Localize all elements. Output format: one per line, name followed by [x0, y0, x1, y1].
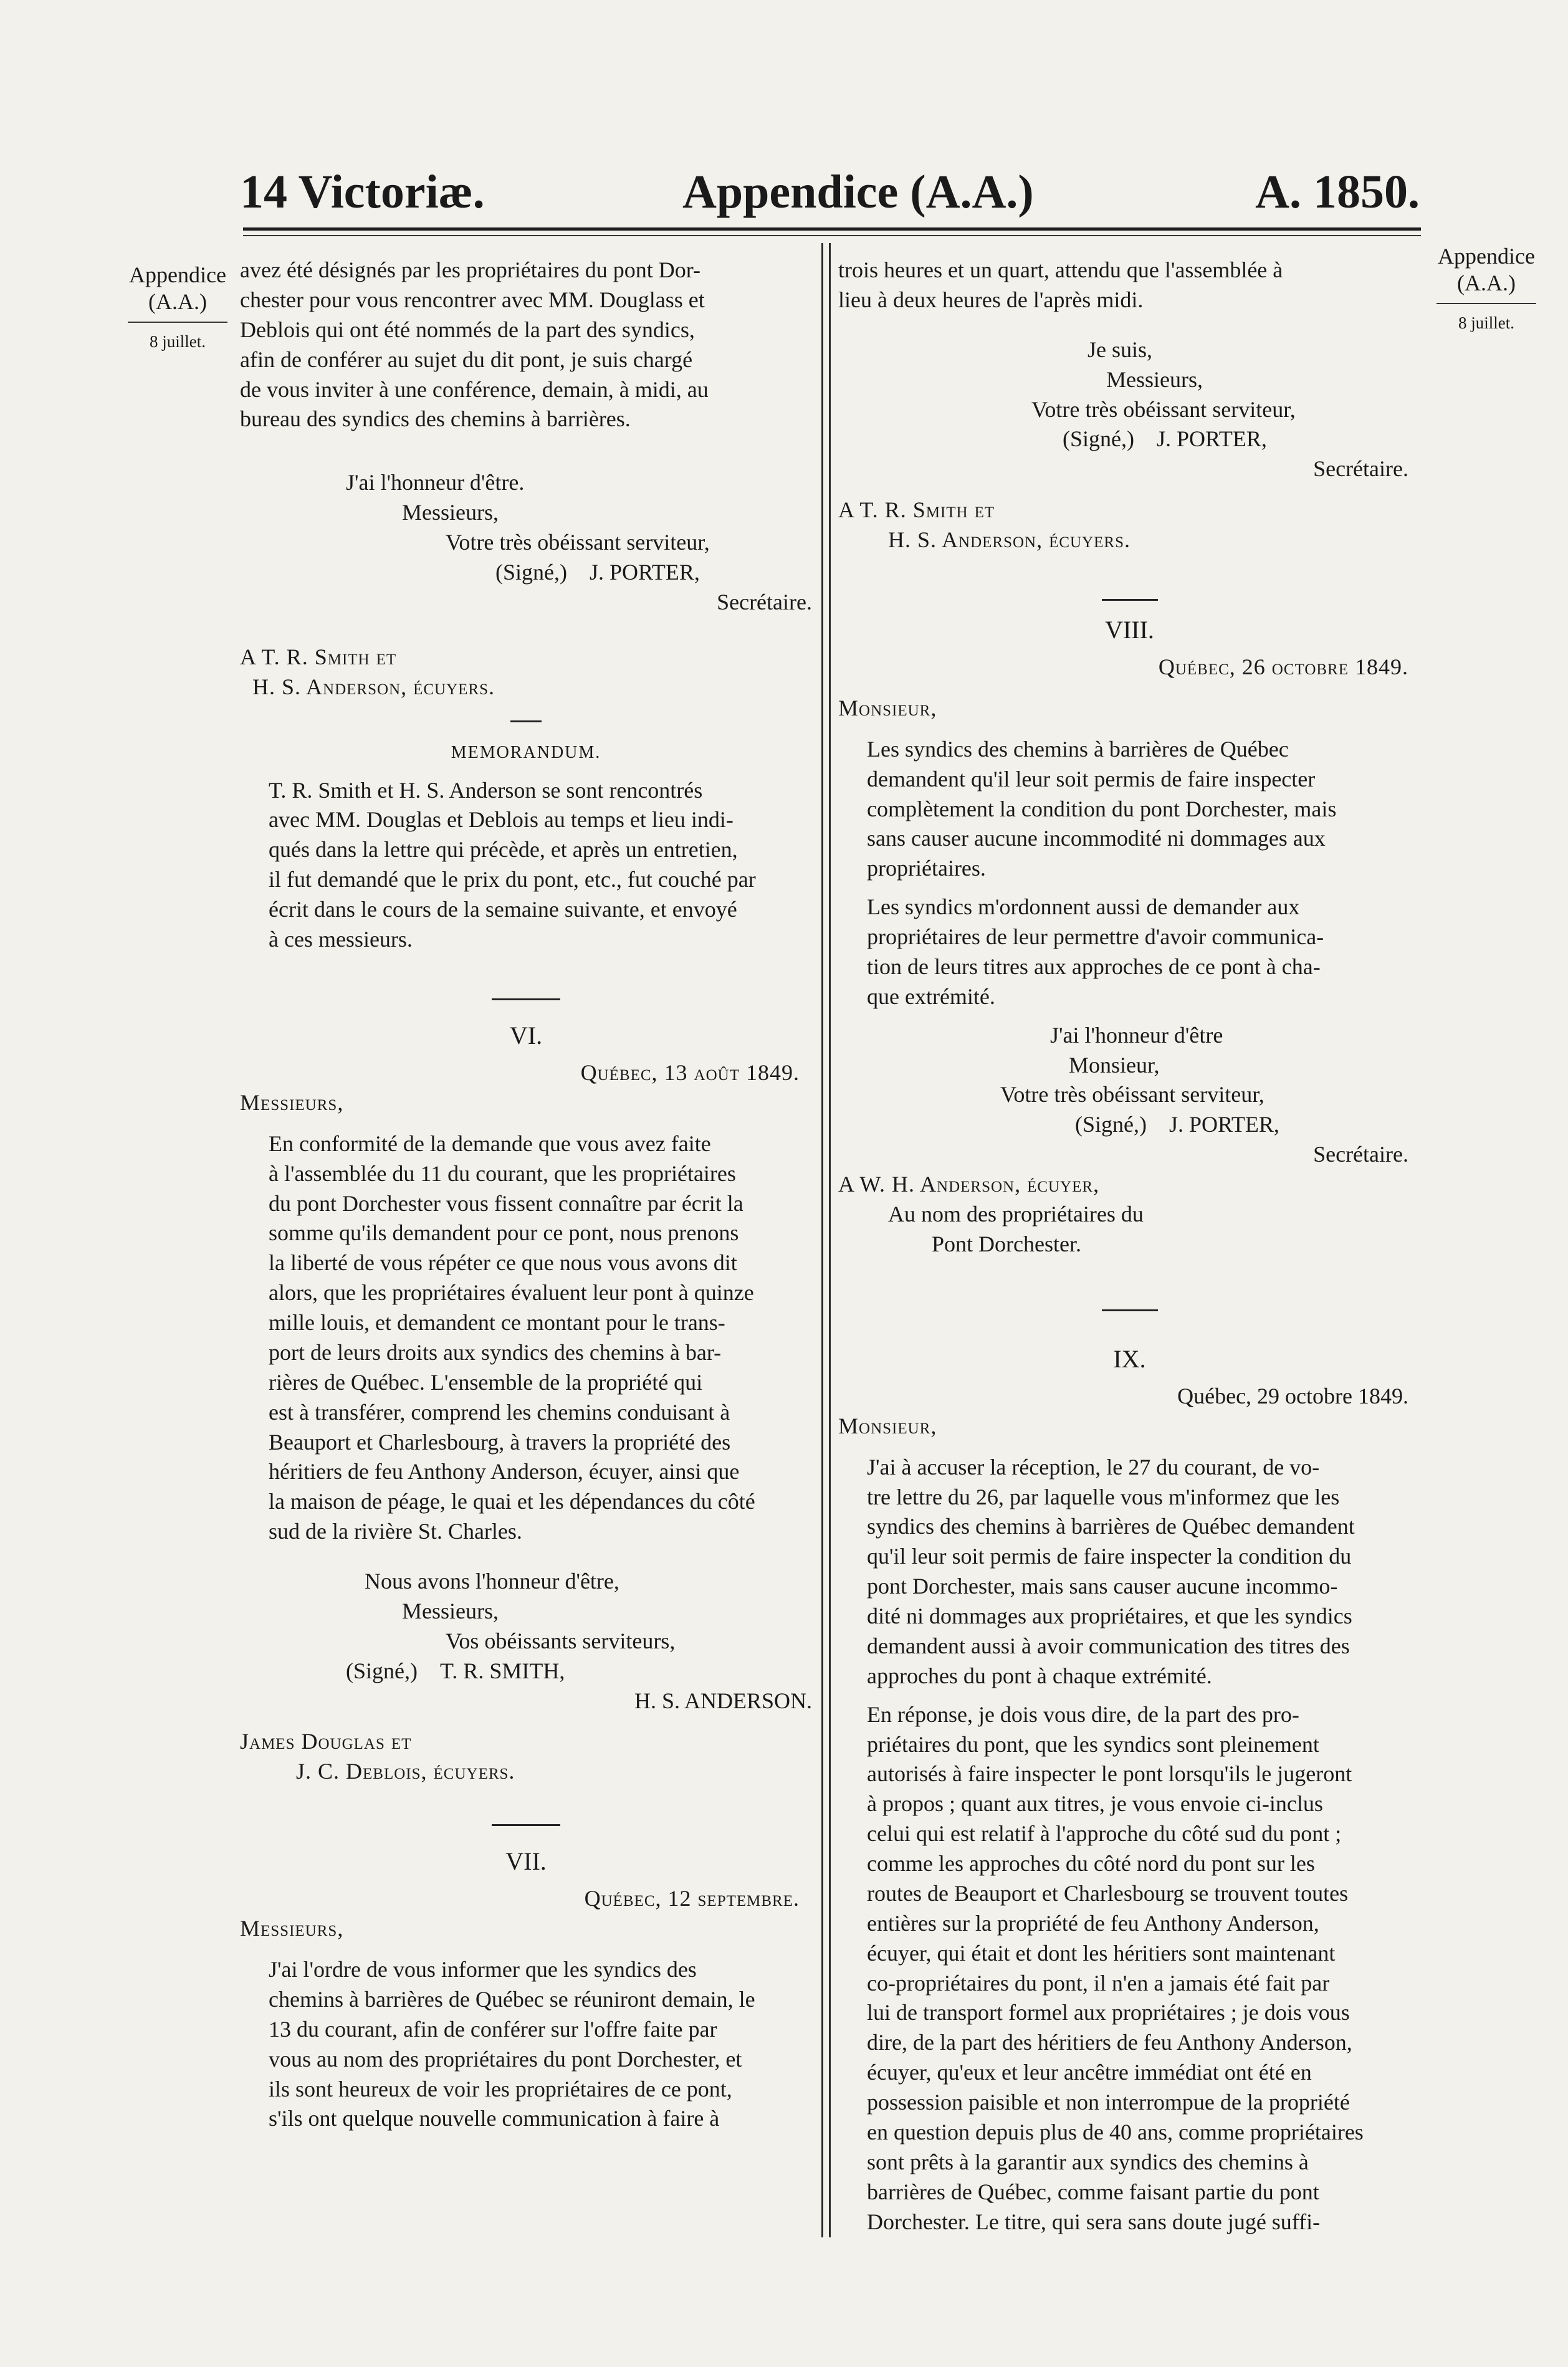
- memorandum-paragraph: [240, 776, 812, 955]
- letter-paragraph: [838, 1700, 1421, 2237]
- text-line: A T. R. Smith et: [240, 644, 397, 669]
- text-line: demandent qu'il leur soit permis de faire inspecter: [867, 766, 1316, 791]
- letter-number: VII.: [505, 1847, 547, 1876]
- text-line: J'ai l'ordre de vous informer que les syndics des: [269, 1957, 697, 1982]
- text-line: qués dans la lettre qui précède, et après un entretien,: [269, 837, 738, 863]
- text-line: J'ai à accuser la réception, le 27 du courant, de vo-: [867, 1454, 1320, 1480]
- text-line: (Signé,): [495, 559, 567, 585]
- signatory: T. R. SMITH,: [439, 1658, 565, 1683]
- header-rule-thick: [243, 227, 1421, 231]
- text-line: sud de la rivière St. Charles.: [269, 1519, 522, 1544]
- text-line: la maison de péage, le quai et les dépendances du côté: [269, 1489, 755, 1514]
- text-line: En réponse, je dois vous dire, de la part des pro-: [867, 1701, 1299, 1727]
- text-line: il fut demandé que le prix du pont, etc., fut couché par: [269, 867, 756, 892]
- addressee-block: [838, 1170, 1421, 1260]
- text-line: Messieurs,: [1106, 366, 1203, 392]
- text-line: écuyer, qu'eux et leur ancêtre immédiat ont été en: [867, 2060, 1312, 2085]
- header-year: A. 1850.: [1255, 166, 1420, 218]
- text-line: est à transférer, comprend les chemins conduisant à: [269, 1399, 730, 1425]
- text-line: tre lettre du 26, par laquelle vous m'informez que les: [867, 1484, 1340, 1509]
- closing-block: [838, 1021, 1421, 1170]
- closing-block: [838, 335, 1421, 484]
- letter-paragraph: [838, 735, 1421, 884]
- text-line: J'ai l'honneur d'être.: [346, 470, 525, 495]
- header-appendix: Appendice (A.A.): [682, 166, 1034, 218]
- margin-aa: (A.A.): [1457, 270, 1516, 296]
- text-line: demandent aussi à avoir communication des titres des: [867, 1633, 1350, 1658]
- text-line: Dorchester. Le titre, qui sera sans doute jugé suffi-: [867, 2209, 1321, 2234]
- margin-date: 8 juillet.: [1458, 313, 1514, 333]
- signatory: J. PORTER,: [1156, 426, 1267, 452]
- text-line: dire, de la part des héritiers de feu Anthony Anderson,: [867, 2030, 1352, 2055]
- text-line: bureau des syndics des chemins à barrières.: [240, 406, 631, 432]
- text-line: autorisés à faire inspecter le pont lorsqu'ils le jugeront: [867, 1761, 1352, 1787]
- column-divider: [821, 243, 823, 2237]
- text-line: J'ai l'honneur d'être: [1050, 1022, 1223, 1048]
- text-line: sans causer aucune incommodité ni dommages aux: [867, 826, 1326, 851]
- text-line: possession paisible et non interrompue de la propriété: [867, 2090, 1350, 2115]
- closing-block: [240, 468, 812, 617]
- text-line: que extrémité.: [867, 983, 995, 1009]
- text-line: dité ni dommages aux propriétaires, et que les syndics: [867, 1604, 1352, 1628]
- salutation: Messieurs,: [240, 1916, 344, 1941]
- text-line: co-propriétaires du pont, il n'en a jamais été fait par: [867, 1970, 1330, 1996]
- text-line: (Signé,): [1063, 426, 1134, 452]
- letter-date: Québec, 12 septembre.: [584, 1886, 800, 1911]
- margin-aa: (A.A.): [148, 289, 207, 315]
- signatory-title: Secrétaire.: [717, 589, 812, 614]
- text-line: Votre très obéissant serviteur,: [446, 530, 710, 555]
- text-line: Beauport et Charlesbourg, à travers la propriété des: [269, 1429, 731, 1455]
- text-line: Vos obéissants serviteurs,: [446, 1628, 676, 1653]
- text-line: trois heures et un quart, attendu que l'assemblée à: [838, 257, 1283, 282]
- text-line: syndics des chemins à barrières de Québec demandent: [867, 1514, 1355, 1539]
- text-line: A W. H. Anderson, écuyer,: [838, 1172, 1100, 1197]
- separator-rule: [510, 720, 542, 722]
- text-line: Votre très obéissant serviteur,: [1031, 396, 1296, 422]
- page-header: [240, 161, 1420, 223]
- text-line: Au nom des propriétaires du: [888, 1201, 1144, 1227]
- salutation: Monsieur,: [838, 1413, 937, 1438]
- text-line: 13 du courant, afin de conférer sur l'offre faite par: [269, 2016, 717, 2042]
- text-line: Les syndics des chemins à barrières de Québec: [867, 736, 1289, 762]
- text-line: alors, que les propriétaires évaluent leur pont à quinze: [269, 1280, 754, 1306]
- right-column: [838, 256, 1421, 2245]
- text-line: ils sont heureux de voir les propriétaires de ce pont,: [269, 2076, 732, 2102]
- signatory-title: Secrétaire.: [1313, 1142, 1408, 1167]
- text-line: H. S. Anderson, écuyers.: [252, 674, 495, 699]
- text-line: T. R. Smith et H. S. Anderson se sont rencontrés: [269, 777, 703, 803]
- text-line: mille louis, et demandent ce montant pour le trans-: [269, 1310, 725, 1336]
- addressee-block: [838, 495, 1421, 555]
- left-column: [240, 256, 812, 2143]
- text-line: en question depuis plus de 40 ans, comme propriétaires: [867, 2119, 1364, 2145]
- text-line: propriétaires de leur permettre d'avoir communica-: [867, 924, 1324, 950]
- text-line: propriétaires.: [867, 856, 986, 881]
- text-line: (Signé,): [1075, 1112, 1147, 1137]
- separator-rule: [1102, 599, 1158, 601]
- letter-paragraph: [838, 892, 1421, 1012]
- letter-paragraph: [240, 1955, 812, 2134]
- header-rule-thin: [243, 235, 1421, 236]
- text-line: à propos ; quant aux titres, je vous envoie ci-inclus: [867, 1791, 1323, 1817]
- text-line: Monsieur,: [1069, 1052, 1160, 1078]
- text-line: complètement la condition du pont Dorchester, mais: [867, 796, 1337, 821]
- text-line: chemins à barrières de Québec se réuniront demain, le: [269, 1986, 755, 2012]
- intro-paragraph: [240, 256, 812, 434]
- text-line: Pont Dorchester.: [932, 1231, 1081, 1256]
- text-line: somme qu'ils demandent pour ce pont, nous prenons: [269, 1220, 739, 1246]
- letter-paragraph: [838, 1453, 1421, 1691]
- signatory: J. PORTER,: [1169, 1112, 1279, 1137]
- separator-rule: [1102, 1309, 1158, 1311]
- text-line: A T. R. Smith et: [838, 497, 995, 523]
- salutation: Monsieur,: [838, 695, 937, 720]
- addressee-block: [240, 1727, 812, 1787]
- text-line: la liberté de vous répéter ce que nous vous avons dit: [269, 1250, 737, 1276]
- margin-appendix: Appendice: [129, 262, 226, 287]
- text-line: comme les approches du côté nord du pont sur les: [867, 1851, 1315, 1876]
- text-line: Messieurs,: [402, 1598, 499, 1623]
- text-line: lui de transport formel aux propriétaires ; je dois vous: [867, 2000, 1350, 2025]
- margin-appendix: Appendice: [1438, 244, 1535, 269]
- text-line: Votre très obéissant serviteur,: [1000, 1082, 1264, 1107]
- margin-date: 8 juillet.: [150, 332, 206, 351]
- text-line: Les syndics m'ordonnent aussi de demander aux: [867, 894, 1300, 920]
- text-line: du pont Dorchester vous fissent connaître par écrit la: [269, 1190, 743, 1216]
- text-line: H. S. Anderson, écuyers.: [888, 527, 1131, 552]
- text-line: entières sur la propriété de feu Anthony Anderson,: [867, 1910, 1319, 1936]
- signatory-title: Secrétaire.: [1313, 456, 1408, 482]
- margin-brace: [1437, 303, 1536, 304]
- text-line: (Signé,): [346, 1658, 418, 1683]
- salutation: Messieurs,: [240, 1089, 344, 1115]
- margin-brace: [128, 322, 227, 323]
- text-line: rières de Québec. L'ensemble de la propriété qui: [269, 1369, 703, 1395]
- text-line: Nous avons l'honneur d'être,: [365, 1569, 619, 1594]
- text-line: s'ils ont quelque nouvelle communication à faire à: [269, 2106, 720, 2131]
- text-line: vous au nom des propriétaires du pont Dorchester, et: [269, 2046, 742, 2072]
- letter-number: VIII.: [1105, 615, 1154, 644]
- addressee-block: [240, 643, 812, 702]
- text-line: chester pour vous rencontrer avec MM. Douglass et: [240, 287, 705, 312]
- text-line: à l'assemblée du 11 du courant, que les propriétaires: [269, 1160, 736, 1186]
- text-line: James Douglas et: [240, 1729, 412, 1754]
- right-margin-note: [1421, 243, 1552, 333]
- header-session: 14 Victoriæ.: [240, 166, 485, 218]
- continued-paragraph: [838, 256, 1421, 315]
- text-line: priétaires du pont, que les syndics sont pleinement: [867, 1731, 1319, 1757]
- separator-rule: [492, 998, 560, 1000]
- text-line: qu'il leur soit permis de faire inspecter la condition du: [867, 1544, 1352, 1569]
- letter-date: Québec, 26 octobre 1849.: [1158, 654, 1408, 680]
- left-margin-note: [112, 262, 243, 352]
- section-heading-memorandum: MEMORANDUM.: [451, 743, 601, 763]
- text-line: sont prêts à la garantir aux syndics des chemins à: [867, 2149, 1309, 2174]
- text-line: J. C. Deblois, écuyers.: [296, 1759, 515, 1784]
- text-line: Messieurs,: [402, 500, 499, 525]
- text-line: afin de conférer au sujet du dit pont, je suis chargé: [240, 347, 693, 372]
- letter-number: IX.: [1113, 1344, 1146, 1373]
- text-line: routes de Beauport et Charlesbourg se trouvent toutes: [867, 1880, 1349, 1906]
- text-line: En conformité de la demande que vous avez faite: [269, 1131, 711, 1156]
- letter-number: VI.: [509, 1021, 543, 1050]
- text-line: Deblois qui ont été nommés de la part des syndics,: [240, 317, 695, 342]
- letter-paragraph: [240, 1129, 812, 1547]
- text-line: celui qui est relatif à l'approche du côté sud du pont ;: [867, 1821, 1342, 1847]
- text-line: de vous inviter à une conférence, demain, à midi, au: [240, 376, 709, 402]
- text-line: écuyer, qui était et dont les héritiers sont maintenant: [867, 1940, 1336, 1966]
- signatory: H. S. ANDERSON.: [634, 1688, 812, 1713]
- signatory: J. PORTER,: [589, 559, 700, 585]
- text-line: héritiers de feu Anthony Anderson, écuyer, ainsi que: [269, 1459, 740, 1485]
- text-line: lieu à deux heures de l'après midi.: [838, 287, 1144, 312]
- closing-block: [240, 1567, 812, 1716]
- text-line: avez été désignés par les propriétaires du pont Dor-: [240, 257, 701, 282]
- text-line: écrit dans le cours de la semaine suivante, et envoyé: [269, 897, 737, 922]
- text-line: pont Dorchester, mais sans causer aucune incommo-: [867, 1574, 1338, 1599]
- text-line: approches du pont à chaque extrémité.: [867, 1663, 1212, 1688]
- letter-date: Québec, 13 août 1849.: [580, 1060, 800, 1086]
- text-line: barrières de Québec, comme faisant partie du pont: [867, 2179, 1319, 2204]
- text-line: avec MM. Douglas et Deblois au temps et lieu indi-: [269, 807, 734, 833]
- text-line: Je suis,: [1088, 337, 1153, 362]
- separator-rule: [492, 1824, 560, 1826]
- text-line: à ces messieurs.: [269, 926, 413, 952]
- letter-date: Québec, 29 octobre 1849.: [1177, 1383, 1408, 1408]
- text-line: port de leurs droits aux syndics des chemins à bar-: [269, 1339, 722, 1365]
- column-divider: [829, 243, 831, 2237]
- text-line: tion de leurs titres aux approches de ce pont à cha-: [867, 954, 1321, 979]
